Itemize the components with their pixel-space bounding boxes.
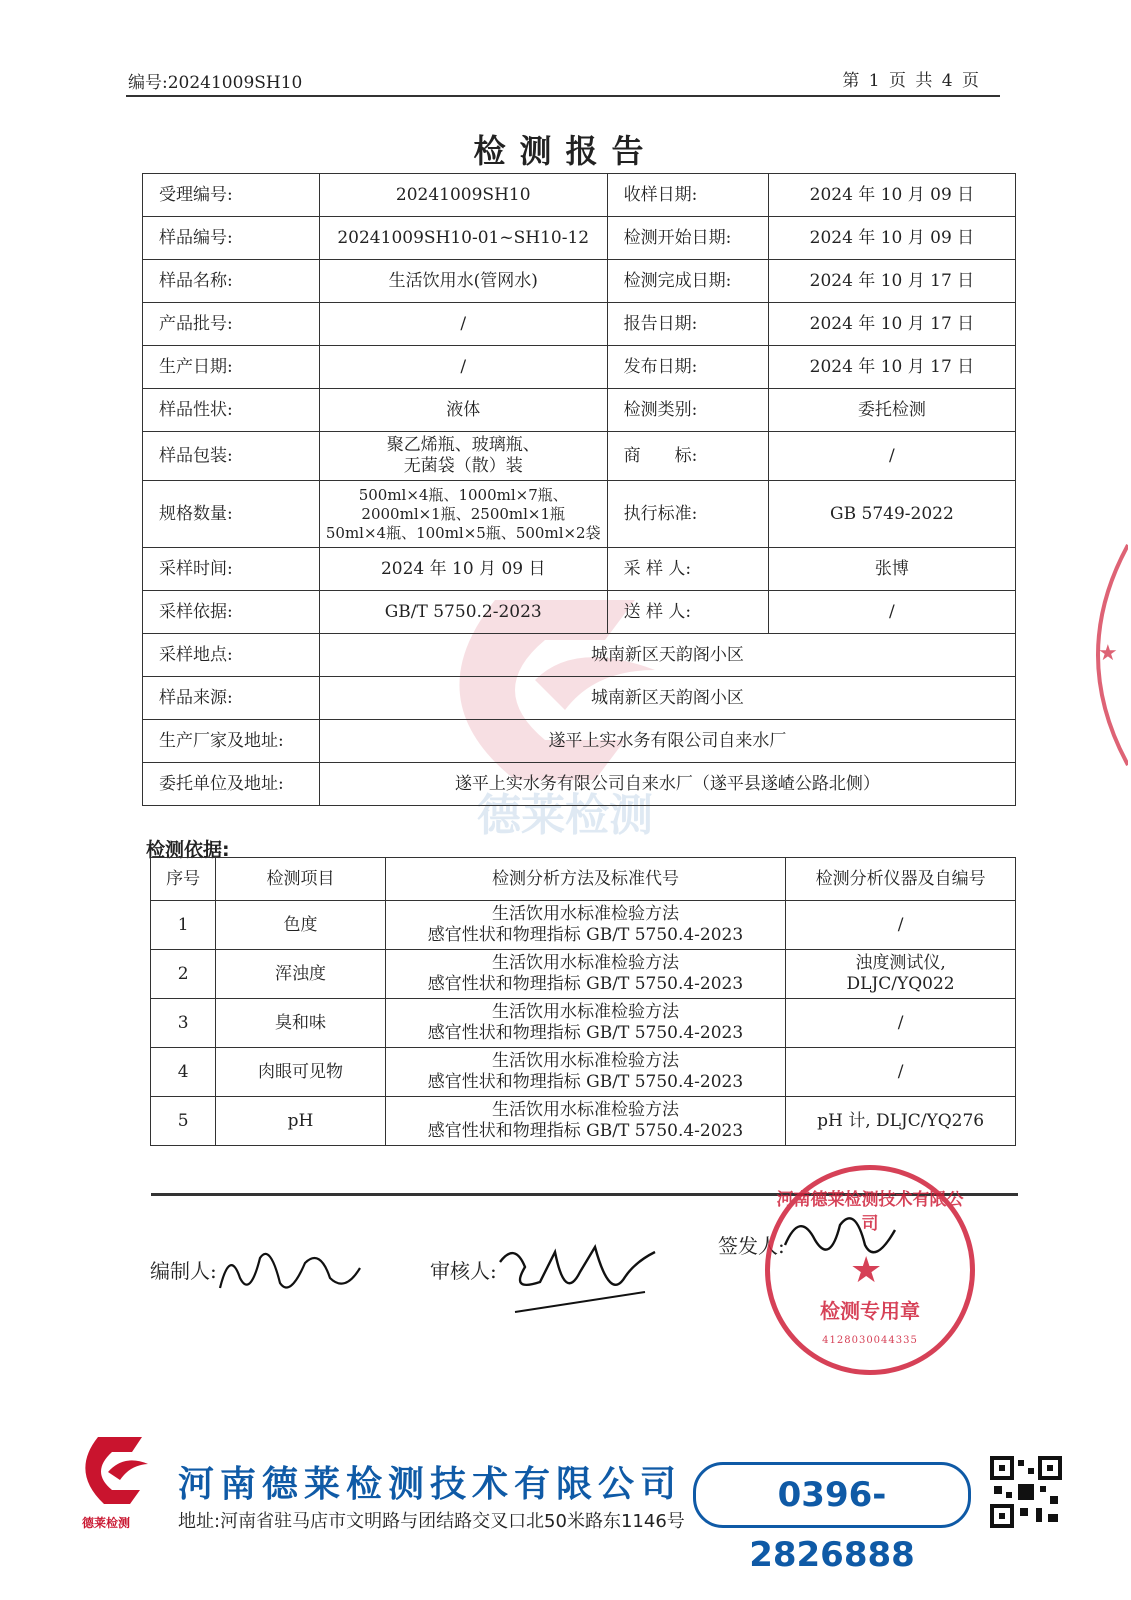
column-header: 检测分析方法及标准代号 xyxy=(385,858,785,901)
svg-text:德莱检测: 德莱检测 xyxy=(477,790,653,840)
method-line: 生活饮用水标准检验方法 xyxy=(491,904,679,924)
report-number: 编号:20241009SH10 xyxy=(128,73,303,93)
label-cell: 执行标准: xyxy=(607,481,768,548)
label-cell: 生产日期: xyxy=(143,346,320,389)
qr-code-icon xyxy=(990,1456,1062,1528)
instrument-line: / xyxy=(897,1012,904,1033)
label-cell: 规格数量: xyxy=(143,481,320,548)
value-cell: 液体 xyxy=(319,389,607,432)
page-title: 检测报告 xyxy=(473,132,658,170)
test-method xyxy=(385,1048,785,1097)
value-line: 无菌袋（散）装 xyxy=(403,456,523,476)
method-line: 感官性状和物理指标 GB/T 5750.4-2023 xyxy=(427,974,744,994)
instrument-line: 浊度测试仪, xyxy=(855,953,946,973)
logo-label: 德莱检测 xyxy=(82,1516,131,1530)
value-line: 聚乙烯瓶、玻璃瓶、 xyxy=(386,435,540,455)
value-line: 500ml×4瓶、1000ml×7瓶、 xyxy=(358,485,568,504)
svg-text:★: ★ xyxy=(1098,641,1118,666)
approver-label: 签发人: xyxy=(718,1234,785,1258)
row-number: 4 xyxy=(151,1048,216,1097)
test-basis-table xyxy=(150,857,1016,1146)
row-number: 5 xyxy=(151,1097,216,1146)
label-cell: 生产厂家及地址: xyxy=(143,720,320,763)
instrument xyxy=(786,999,1016,1048)
instrument-line: / xyxy=(897,1061,904,1082)
label-cell: 委托单位及地址: xyxy=(143,763,320,806)
value-cell: 2024 年 10 月 09 日 xyxy=(768,217,1015,260)
instrument-line: DLJC/YQ022 xyxy=(846,974,955,994)
value-cell: 2024 年 10 月 17 日 xyxy=(768,260,1015,303)
table-row xyxy=(143,591,1016,634)
compiler-signature-icon xyxy=(210,1238,370,1308)
value-cell: 20241009SH10 xyxy=(319,174,607,217)
manufacturer: 遂平上实水务有限公司自来水厂 xyxy=(319,720,1015,763)
table-row xyxy=(143,677,1016,720)
test-item: pH xyxy=(216,1097,386,1146)
reviewer-signature-icon xyxy=(485,1232,665,1317)
value-cell: 20241009SH10-01~SH10-12 xyxy=(319,217,607,260)
label-cell: 报告日期: xyxy=(607,303,768,346)
test-item: 色度 xyxy=(216,901,386,950)
official-stamp xyxy=(765,1165,975,1375)
label-cell: 样品包装: xyxy=(143,432,320,481)
value-cell: GB 5749-2022 xyxy=(768,481,1015,548)
value-line: 50ml×4瓶、100ml×5瓶、500ml×2袋 xyxy=(325,523,601,542)
sample-source: 城南新区天韵阁小区 xyxy=(319,677,1015,720)
value-cell: 2024 年 10 月 17 日 xyxy=(768,346,1015,389)
value-line: 2000ml×1瓶、2500ml×1瓶 xyxy=(361,504,566,523)
table-row xyxy=(151,1048,1016,1097)
value-cell xyxy=(319,481,607,548)
instrument xyxy=(786,901,1016,950)
test-item: 臭和味 xyxy=(216,999,386,1048)
label-cell: 受理编号: xyxy=(143,174,320,217)
method-line: 生活饮用水标准检验方法 xyxy=(491,1051,679,1071)
table-row xyxy=(151,901,1016,950)
method-line: 感官性状和物理指标 GB/T 5750.4-2023 xyxy=(427,1023,744,1043)
label-cell: 发布日期: xyxy=(607,346,768,389)
method-line: 感官性状和物理指标 GB/T 5750.4-2023 xyxy=(427,925,744,945)
value-cell: 委托检测 xyxy=(768,389,1015,432)
table-row xyxy=(143,432,1016,481)
table-row xyxy=(143,260,1016,303)
instrument xyxy=(786,950,1016,999)
table-row xyxy=(143,389,1016,432)
reviewer-label: 审核人: xyxy=(430,1259,497,1283)
table-header-row xyxy=(151,858,1016,901)
phone-number: 0396-2826888 xyxy=(693,1462,971,1528)
table-row xyxy=(143,217,1016,260)
table-row xyxy=(143,481,1016,548)
value-cell: / xyxy=(319,303,607,346)
sample-info-table xyxy=(142,173,1016,806)
stamp-number: 4128030044335 xyxy=(822,1335,918,1346)
instrument xyxy=(786,1097,1016,1146)
label-cell: 检测类别: xyxy=(607,389,768,432)
table-row xyxy=(143,174,1016,217)
test-item: 浑浊度 xyxy=(216,950,386,999)
client: 遂平上实水务有限公司自来水厂（遂平县遂嵖公路北侧） xyxy=(319,763,1015,806)
column-header: 序号 xyxy=(151,858,216,901)
table-row xyxy=(151,1097,1016,1146)
value-cell: / xyxy=(319,346,607,389)
value-cell xyxy=(319,432,607,481)
label-cell: 检测开始日期: xyxy=(607,217,768,260)
label-cell: 商 标: xyxy=(607,432,768,481)
label-cell: 采样依据: xyxy=(143,591,320,634)
company-address: 地址:河南省驻马店市文明路与团结路交叉口北50米路东1146号 xyxy=(178,1511,685,1532)
value-cell: 张博 xyxy=(768,548,1015,591)
label-cell: 采样时间: xyxy=(143,548,320,591)
label-cell: 样品来源: xyxy=(143,677,320,720)
company-logo-icon xyxy=(80,1432,152,1522)
value-cell: 2024 年 10 月 17 日 xyxy=(768,303,1015,346)
method-line: 感官性状和物理指标 GB/T 5750.4-2023 xyxy=(427,1121,744,1141)
table-row xyxy=(143,720,1016,763)
test-method xyxy=(385,1097,785,1146)
table-row xyxy=(143,763,1016,806)
sampling-site: 城南新区天韵阁小区 xyxy=(319,634,1015,677)
value-cell: GB/T 5750.2-2023 xyxy=(319,591,607,634)
value-cell: 2024 年 10 月 09 日 xyxy=(768,174,1015,217)
value-cell: / xyxy=(768,432,1015,481)
label-cell: 样品性状: xyxy=(143,389,320,432)
table-row xyxy=(143,548,1016,591)
company-name: 河南德莱检测技术有限公司 xyxy=(178,1464,683,1505)
instrument xyxy=(786,1048,1016,1097)
test-method xyxy=(385,950,785,999)
basis-title: 检测依据: xyxy=(146,839,230,861)
value-cell: 生活饮用水(管网水) xyxy=(319,260,607,303)
table-row xyxy=(151,999,1016,1048)
label-cell: 送 样 人: xyxy=(607,591,768,634)
value-cell: 2024 年 10 月 09 日 xyxy=(319,548,607,591)
method-line: 感官性状和物理指标 GB/T 5750.4-2023 xyxy=(427,1072,744,1092)
method-line: 生活饮用水标准检验方法 xyxy=(491,1100,679,1120)
star-icon: ★ xyxy=(850,1250,883,1291)
row-number: 3 xyxy=(151,999,216,1048)
instrument-line: / xyxy=(897,914,904,935)
table-row xyxy=(143,303,1016,346)
column-header: 检测分析仪器及自编号 xyxy=(786,858,1016,901)
column-header: 检测项目 xyxy=(216,858,386,901)
label-cell: 样品编号: xyxy=(143,217,320,260)
value-cell: / xyxy=(768,591,1015,634)
test-method xyxy=(385,901,785,950)
method-line: 生活饮用水标准检验方法 xyxy=(491,953,679,973)
stamp-purpose: 检测专用章 xyxy=(820,1299,920,1323)
stamp-company: 河南德莱检测技术有限公司 xyxy=(776,1190,964,1234)
table-row xyxy=(151,950,1016,999)
label-cell: 检测完成日期: xyxy=(607,260,768,303)
compiler-label: 编制人: xyxy=(150,1259,217,1283)
seam-stamp-icon xyxy=(1068,540,1128,770)
label-cell: 产品批号: xyxy=(143,303,320,346)
row-number: 2 xyxy=(151,950,216,999)
label-cell: 采 样 人: xyxy=(607,548,768,591)
test-item: 肉眼可见物 xyxy=(216,1048,386,1097)
label-cell: 收样日期: xyxy=(607,174,768,217)
test-method xyxy=(385,999,785,1048)
header-divider xyxy=(126,95,1000,97)
method-line: 生活饮用水标准检验方法 xyxy=(491,1002,679,1022)
page-info: 第 1 页 共 4 页 xyxy=(842,71,981,91)
table-row xyxy=(143,634,1016,677)
row-number: 1 xyxy=(151,901,216,950)
label-cell: 样品名称: xyxy=(143,260,320,303)
table-row xyxy=(143,346,1016,389)
label-cell: 采样地点: xyxy=(143,634,320,677)
instrument-line: pH 计, DLJC/YQ276 xyxy=(817,1110,985,1131)
